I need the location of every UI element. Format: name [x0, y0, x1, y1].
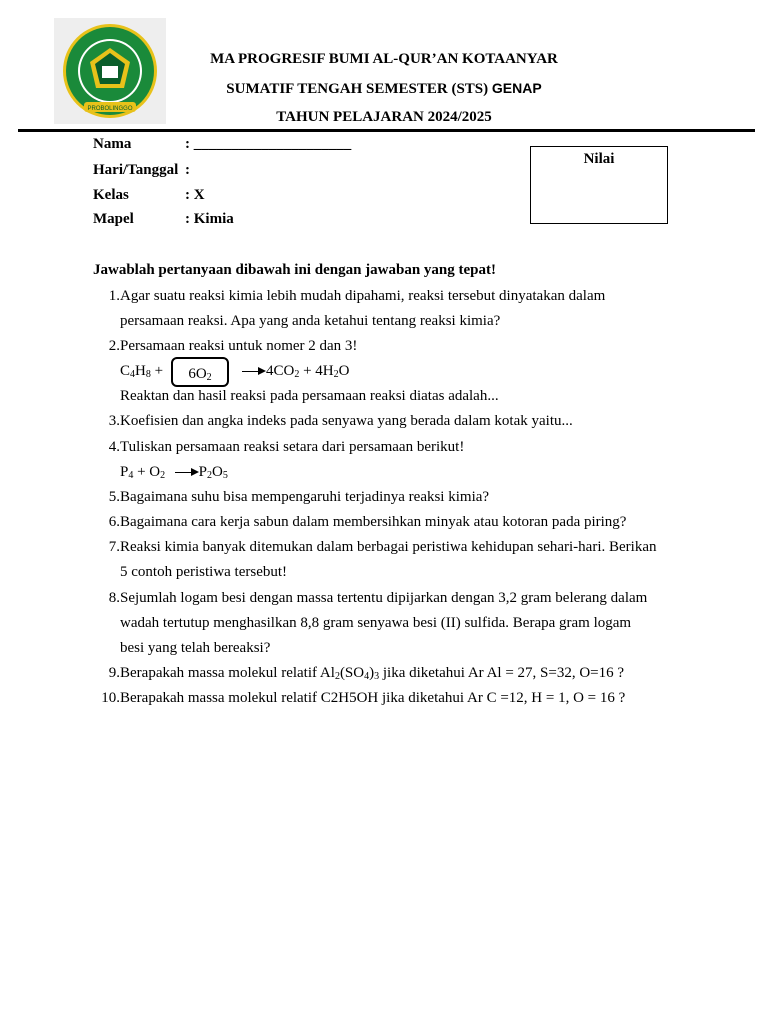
hari-field[interactable]: : [185, 162, 190, 178]
nama-field[interactable]: : _____________________ [185, 136, 352, 152]
q9-suffix: jika diketahui Ar Al = 27, S=32, O=16 ? [382, 665, 625, 681]
score-label: Nilai [583, 151, 615, 167]
question-number: 4. [108, 439, 120, 455]
question-text: Sejumlah logam besi dengan massa tertentu dipijarkan dengan 3,2 gram belerang dalam [120, 590, 648, 606]
question-text-cont: persamaan reaksi. Apa yang anda ketahui tentang reaksi kimia? [120, 313, 501, 329]
question-number: 2. [108, 338, 120, 354]
hari-row [93, 162, 190, 179]
logo-banner-text: PROBOLINGGO [87, 106, 133, 112]
exam-title-suffix: GENAP [491, 80, 542, 96]
nama-row [93, 136, 351, 153]
question-1 [93, 288, 606, 305]
question-text: Bagaimana cara kerja sabun dalam membersihkan minyak atau kotoran pada piring? [120, 514, 627, 530]
academic-year: TAHUN PELAJARAN 2024/2025 [276, 109, 492, 125]
exam-title-prefix: SUMATIF TENGAH SEMESTER (STS) [226, 81, 492, 97]
question-number: 1. [108, 288, 120, 304]
question-number: 5. [108, 489, 120, 505]
question-text: Berapakah massa molekul relatif C2H5OH jika diketahui Ar C =12, H = 1, O = 16 ? [120, 690, 626, 706]
exam-title [0, 80, 768, 98]
question-text-cont: 5 contoh peristiwa tersebut! [120, 564, 288, 580]
kelas-label: Kelas [93, 187, 129, 203]
question-5 [93, 489, 490, 506]
question-text: Koefisien dan angka indeks pada senyawa yang berada dalam kotak yaitu... [120, 413, 573, 429]
question-number: 9. [108, 665, 120, 681]
question-6 [93, 514, 627, 531]
question-text-cont: Reaktan dan hasil reaksi pada persamaan reaksi diatas adalah... [120, 388, 499, 404]
kelas-row [93, 187, 205, 204]
question-3 [93, 413, 573, 430]
question-text: Berapakah massa molekul relatif $Al_2(SO_4)_3$ jika diketahui Ar Al = 27, S=32, O=16 ? [120, 665, 625, 682]
nama-label: Nama [93, 136, 132, 152]
school-name: MA PROGRESIF BUMI AL-QUR’AN KOTAANYAR [210, 51, 558, 67]
header-divider [18, 129, 755, 132]
question-text: Persamaan reaksi untuk nomer 2 dan 3! [120, 338, 358, 354]
question-10 [93, 690, 626, 707]
question-number: 3. [108, 413, 120, 429]
mapel-value: : Kimia [185, 211, 234, 227]
mapel-row [93, 211, 234, 228]
reaction-arrow-icon [175, 472, 197, 473]
question-text: Tuliskan persamaan reaksi setara dari persamaan berikut! [120, 439, 465, 455]
reaction-equation-2: $P_4 + O_2$ $P_2O_5$ [120, 464, 228, 481]
score-box[interactable] [530, 146, 668, 224]
reaction-arrow-icon [242, 371, 264, 372]
reaction-equation: $C_4H_8$ + [120, 363, 164, 380]
question-text: Reaksi kimia banyak ditemukan dalam berbagai peristiwa kehidupan sehari-hari. Berikan [120, 539, 657, 555]
hari-label: Hari/Tanggal [93, 162, 179, 178]
instruction: Jawablah pertanyaan dibawah ini dengan jawaban yang tepat! [93, 262, 497, 278]
boxed-compound: $6O_2$ [171, 357, 229, 387]
question-number: 7. [108, 539, 120, 555]
question-number: 8. [108, 590, 120, 606]
question-text: Bagaimana suhu bisa mempengaruhi terjadinya reaksi kimia? [120, 489, 490, 505]
question-text: Agar suatu reaksi kimia lebih mudah dipahami, reaksi tersebut dinyatakan dalam [120, 288, 606, 304]
question-9 [93, 665, 625, 682]
question-text-cont: besi yang telah bereaksi? [120, 640, 271, 656]
question-8 [93, 590, 648, 607]
question-number: 10. [101, 690, 120, 706]
kelas-value: : X [185, 187, 205, 203]
q9-prefix: Berapakah massa molekul relatif Al [120, 665, 335, 681]
mapel-label: Mapel [93, 211, 134, 227]
reaction-products: $4CO_2 + 4H_2O$ [240, 363, 349, 380]
question-7 [93, 539, 657, 556]
question-text-cont: wadah tertutup menghasilkan 8,8 gram senyawa besi (II) sulfida. Berapa gram logam [120, 615, 632, 631]
question-number: 6. [108, 514, 120, 530]
question-4 [93, 439, 465, 456]
question-2 [93, 338, 358, 355]
